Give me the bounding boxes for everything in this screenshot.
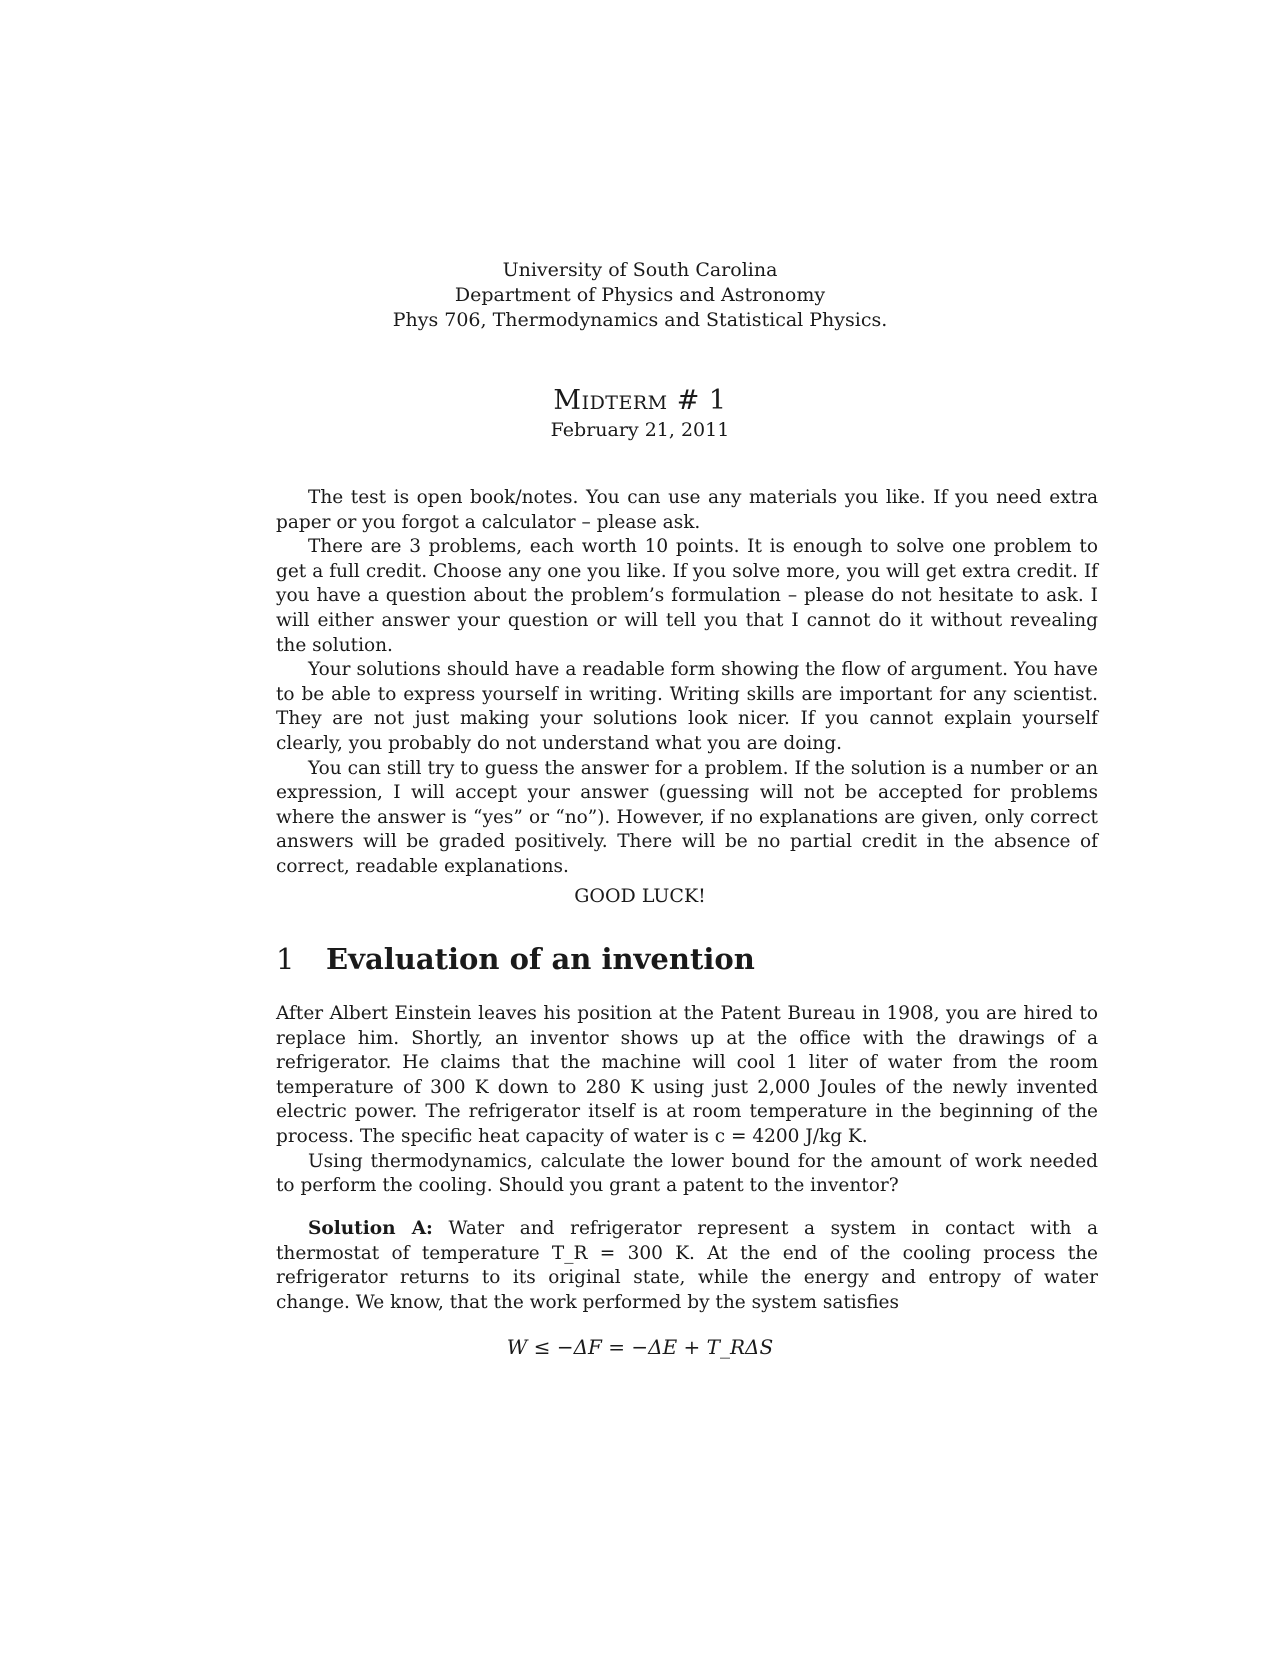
good-luck-text: GOOD LUCK! (574, 885, 706, 907)
document-date: February 21, 2011 (550, 419, 730, 441)
section-title: Evaluation of an invention (326, 942, 755, 976)
solution-paragraph (276, 1217, 1098, 1315)
solution-block (276, 1217, 1098, 1315)
problem-paragraph: Using thermodynamics, calculate the lower bound for the amount of work needed to perform the cooling. Should you grant a patent to the inventor? (276, 1150, 1098, 1197)
instructions-paragraph: The test is open book/notes. You can use any materials you like. If you need extra paper or you forgot a calculator – please ask. (276, 487, 1098, 533)
title-block (0, 384, 1280, 442)
solution-label: Solution A: (308, 1218, 433, 1239)
instructions (276, 486, 1098, 880)
section-number: 1 (276, 942, 295, 976)
course-name: Phys 706, Thermodynamics and Statistical Physics. (392, 309, 888, 331)
instructions-paragraph: There are 3 problems, each worth 10 points. It is enough to solve one problem to get a full credit. Choose any one you like. If you solve more, you will get extra credit. If you have a question about the problem’s formulation – please do not hesitate to ask. I will either answer your question or will tell you that I cannot do it without revealing the solution. (276, 536, 1098, 656)
instructions-paragraph: Your solutions should have a readable form showing the flow of argument. You have to be able to express yourself in writing. Writing skills are important for any scientist. They are not just making your solutions look nicer. If you cannot explain yourself clearly, you probably do not understand what you are doing. (276, 659, 1098, 754)
section-heading (276, 941, 1098, 977)
department-name: Department of Physics and Astronomy (454, 284, 826, 306)
university-name: University of South Carolina (502, 259, 778, 281)
problem-paragraph: After Albert Einstein leaves his position at the Patent Bureau in 1908, you are hired to replace him. Shortly, an inventor shows up at the office with the drawings of a refrigerator. He claims that the machine will cool 1 liter of water from the room temperature of 300 K down to 280 K using just 2,000 Joules of the newly invented electric power. The refrigerator itself is at room temperature in the beginning of the process. The specific heat capacity of water is c = 4200 J/kg K. (276, 1003, 1098, 1147)
work-inequality-equation: W ≤ −ΔF = −ΔE + T_RΔS (506, 1335, 774, 1359)
header-block (0, 258, 1280, 333)
instructions-paragraph: You can still try to guess the answer for a problem. If the solution is a number or an expression, I will accept your answer (guessing will not be accepted for problems where the answer is “yes” or “no”). However, if no explanations are given, only correct answers will be graded positively. There will be no partial credit in the absence of correct, readable explanations. (276, 757, 1098, 877)
document-title: Midterm # 1 (553, 385, 727, 416)
problem-statement (276, 1002, 1098, 1199)
solution-text: Water and refrigerator represent a system in contact with a thermostat of temperature T_R = 300 K. At the end of the cooling process the refrigerator returns to its original state, while the energy and entropy of water change. We know, that the work performed by the system satisfies (276, 1218, 1098, 1313)
